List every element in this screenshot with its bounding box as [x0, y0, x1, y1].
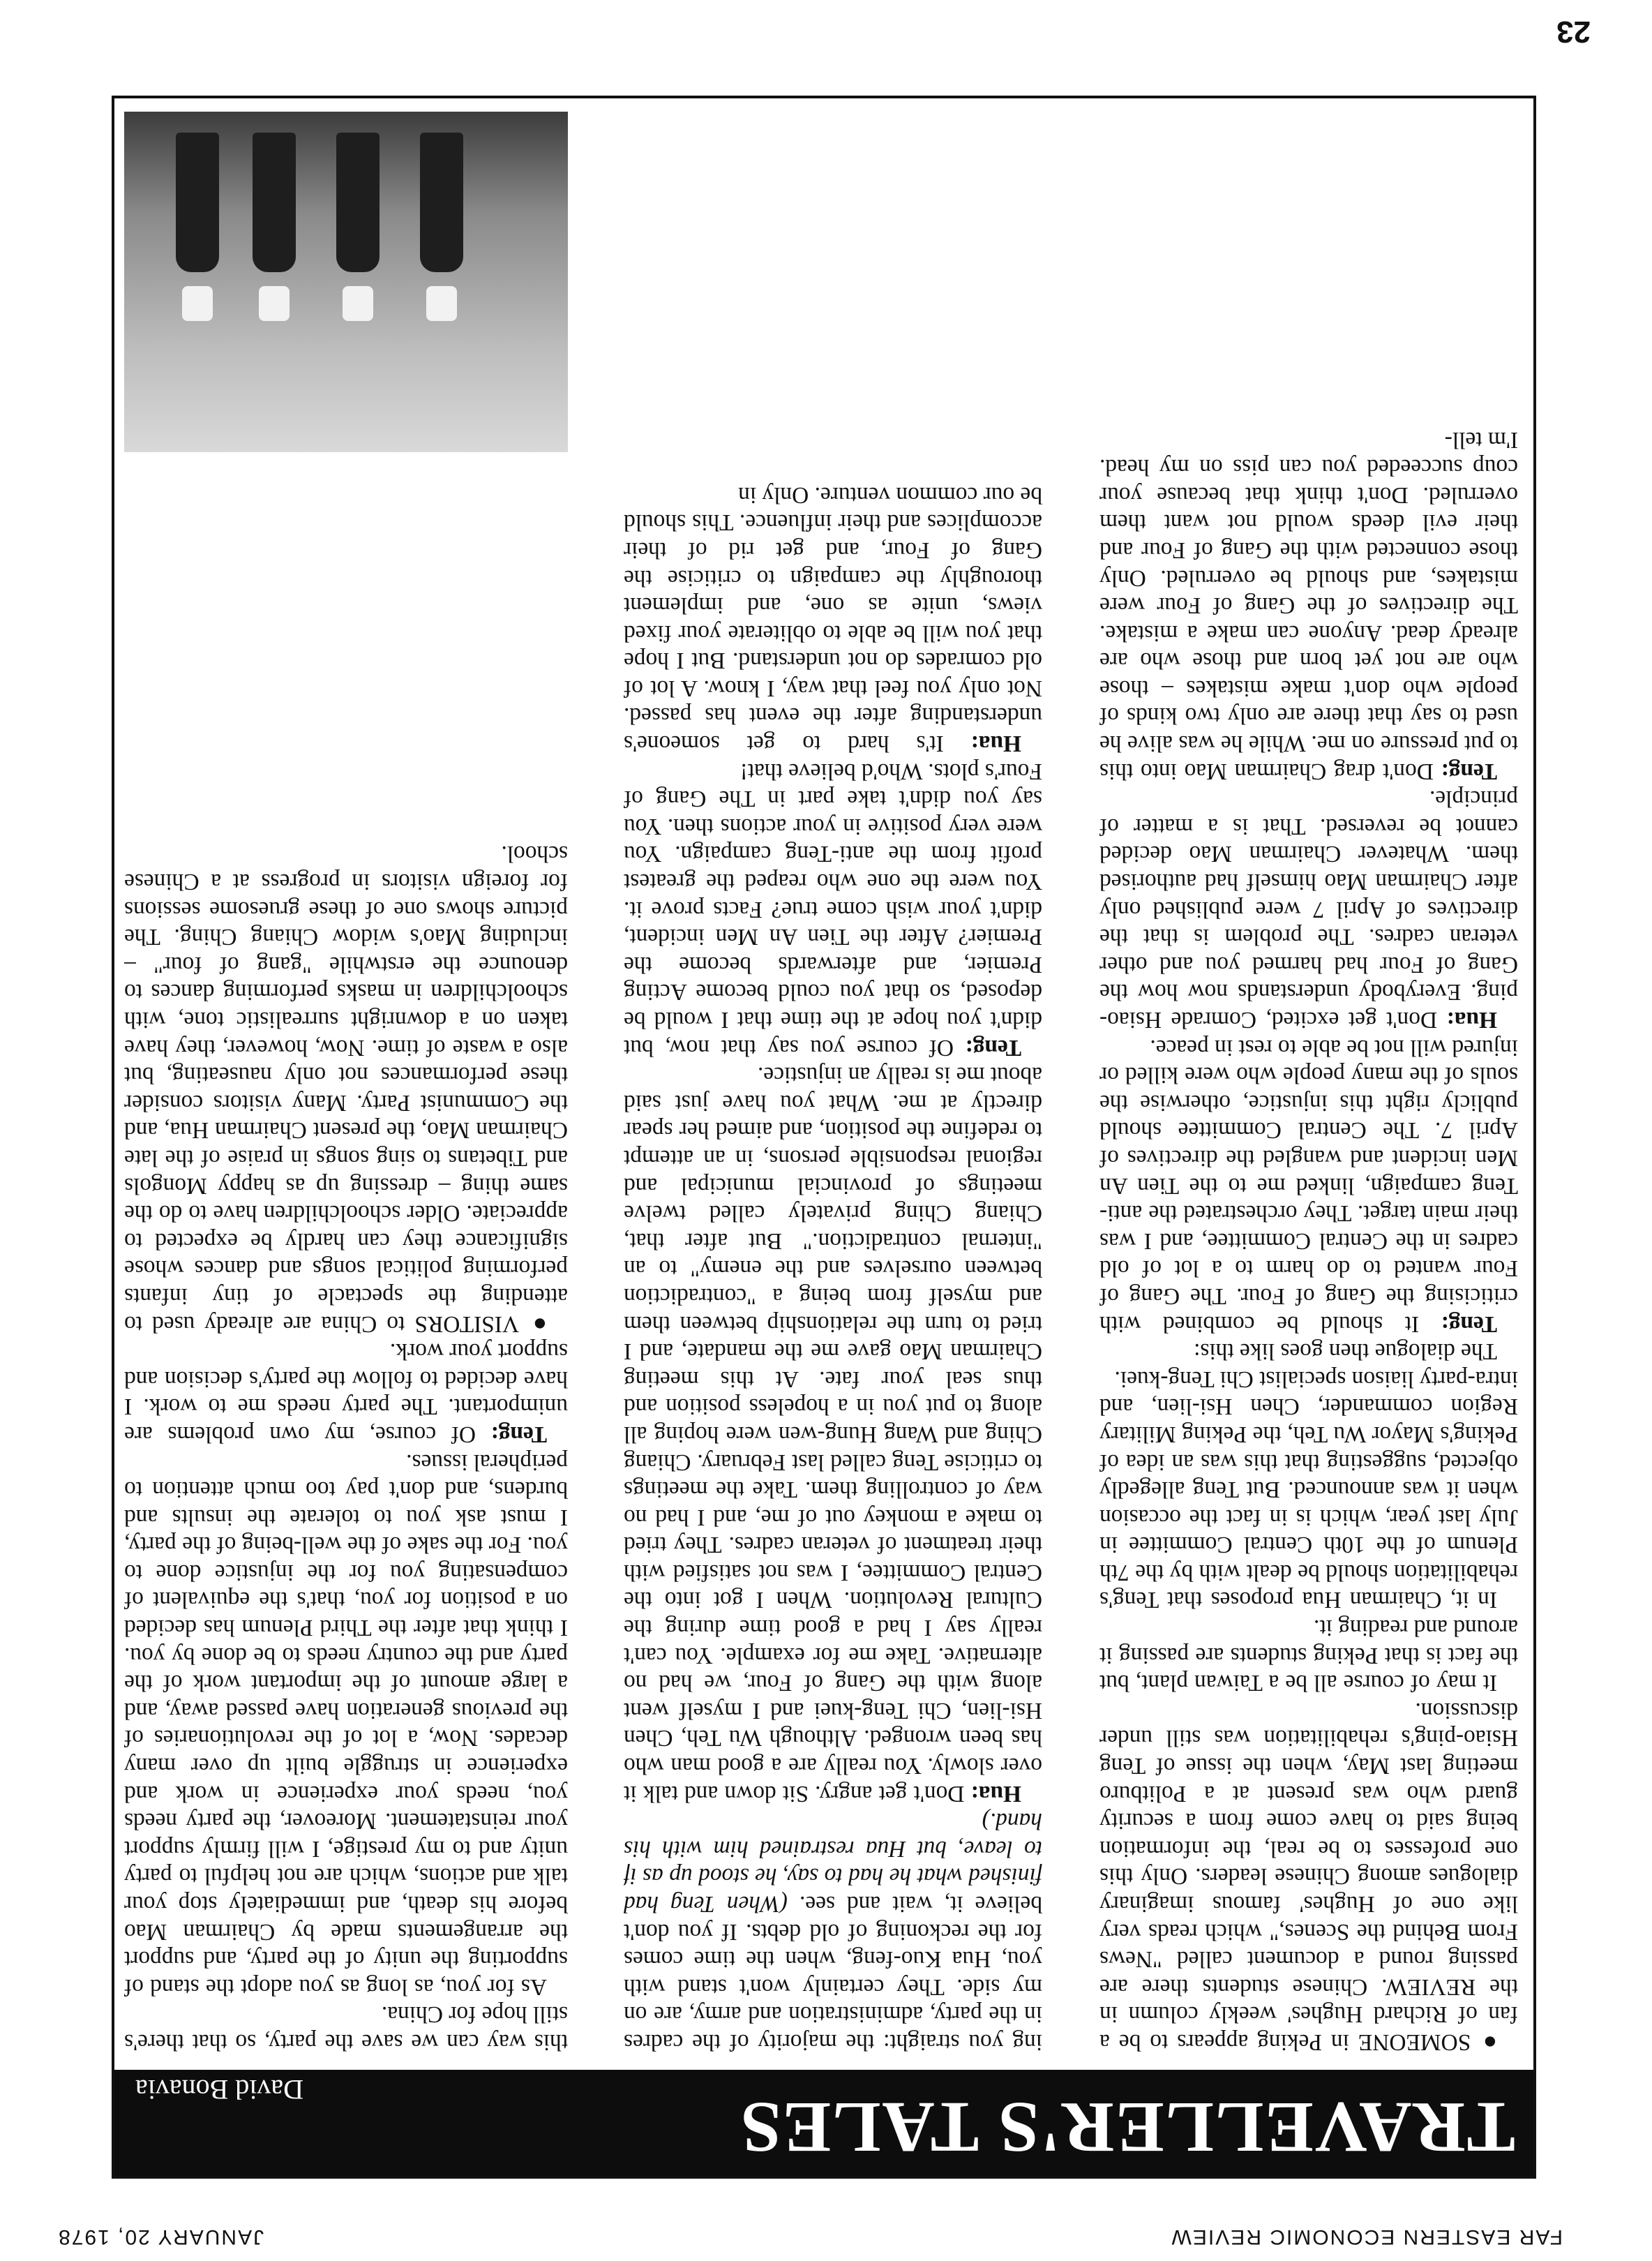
author-byline: David Bonavia [135, 2074, 304, 2105]
dialogue-paragraph [124, 1338, 568, 1448]
text-column-2 [624, 109, 1042, 2056]
text-column-1 [1099, 109, 1518, 2056]
dialogue-paragraph [624, 1061, 1042, 1807]
photo-figure [336, 133, 380, 272]
photo-mask [182, 286, 213, 321]
speaker-label: Hua: [970, 731, 1021, 757]
column-banner [114, 2070, 1533, 2176]
photo-figure [253, 133, 296, 272]
publication-header: FAR EASTERN ECONOMIC REVIEW [1170, 2225, 1563, 2248]
issue-date: JANUARY 20, 1978 [57, 2225, 264, 2248]
paragraph [624, 1807, 1042, 2056]
speaker-label: Hua: [1446, 1007, 1497, 1034]
dialogue-paragraph [1099, 426, 1518, 785]
dialogue-paragraph [624, 757, 1042, 1061]
article-frame [112, 96, 1536, 2179]
dialogue-text: Of course, my own problems are unimportant. The party needs me to work. I have decided to follow the party's decision and support your work. [124, 1338, 568, 1447]
paragraph: The dialogue then goes like this: [1194, 1338, 1497, 1365]
dialogue-text: It should be combined with criticising the Gang of Four. The Gang of Four wanted to do harm to a lot of old cadres in the Central Committee, and I was their main target. They orchestrated the anti-Teng campaign, linked me to the Tien An Men incident and wangled the directives of April 7. The Central Committee should publicly right this injustice, otherwise the souls of the many people who were killed or injured will not be able to rest in peace. [1099, 1034, 1518, 1337]
paragraph: In it, Chairman Hua proposes that Teng's rehabilitation should be dealt with by the 7th Plenum of the 10th Central Committee in July last year, which is in fact the occasion when it was announced. But Teng allegedly objected, suggesting that this was an idea of Peking's Mayor Wu Teh, the Peking Military Region commander, Chen Hsi-lien, and intra-party liaison specialist Chi Teng-kuei. [1099, 1366, 1518, 1613]
photo-figure [176, 133, 219, 272]
dialogue-text: Don't get excited, Comrade Hsiao-ping. Everybody understands now how the Gang of Four had harmed you and other veteran cadres. The problem is that the directives of April 7 were published only after Chairman Mao himself had authorised them. Whatever Chairman Mao decided cannot be reversed. That is a matter of principle. [1099, 786, 1518, 1034]
speaker-label: Teng: [490, 1421, 547, 1447]
paragraph: this way can we save the party, so that there's still hope for China. [124, 2001, 568, 2055]
paragraph [1099, 1696, 1518, 2056]
paragraph-text: in Peking appears to be a fan of Richard Hughes' weekly column in the REVIEW. Chinese students there are passing round a document called "News From Behind the Scenes," which reads very like one of Hughes' famous imaginary dialogues among Chinese leaders. Only this one professes to be real, the information being said to have come from a security guard who was present at a Politburo meeting last May, when the issue of Teng Hsiao-ping's rehabilitation was still under discussion. [1099, 1697, 1518, 2055]
schoolchildren-photo [124, 112, 568, 452]
dialogue-text: It's hard to get someone's understanding after the event has passed. Not only you feel that way, I know. A lot of old comrades do not understand. But I hope that you will be able to obliterate your fixed views, unite as one, and implement thoroughly the campaign to criticise the Gang of Four, and get rid of their accomplices and their influence. This should be our common venture. Only in [624, 482, 1042, 757]
lead-word: SOMEONE [1358, 2029, 1471, 2055]
paragraph: As for you, as long as you adopt the stand of supporting the unity of the party, and support the arrangements made by Chairman Mao before his death, and immediately stop your talk and actions, which are not helpful to party unity and to my prestige, I will firmly support your reinstatement. Moreover, the party needs you, needs your experience in work and experience in struggle built up over many decades. Now, a lot of the revolutionaries of the previous generation have passed away, and a large amount of the important work of the party and the country needs to be done by you. I think that after the Third Plenum has decided on a position for you, that's the equivalent of compensating you for the injustice done to you. For the sake of the well-being of the party, I must ask you to tolerate the insults and burdens, and don't pay too much attention to peripheral issues. [124, 1449, 568, 2000]
photo-container [124, 112, 568, 452]
photo-mask [426, 286, 457, 321]
lead-word: VISITORS [414, 1311, 520, 1337]
paragraph: It may of course all be a Taiwan plant, but the fact is that Peking students are passing it around and reading it. [1099, 1615, 1518, 1696]
photo-mask [343, 286, 373, 321]
dialogue-paragraph [624, 481, 1042, 757]
stage-direction: (When Teng had finished what he had to say, he stood up as if to leave, but Hua restrained him with his hand.) [624, 1808, 1042, 1918]
paragraph-text: to China are already used to attending the spectacle of tiny infants performing political songs and dances whose significance they can hardly be expected to appreciate. Older schoolchildren have to do the same thing – dressing up as happy Mongols and Tibetans to sing songs in praise of the late Chairman Mao, the present Chairman Hua, and the Communist Party. Many visitors consider these performances not only nauseating, but also a waste of time. Now, however, they have taken on a downright surrealistic tone, with schoolchildren in masks performing dances to denounce the erstwhile "gang of four" – including Mao's widow Chiang Ching. The picture shows one of these gruesome sessions for foreign visitors in progress at a Chinese school. [124, 841, 568, 1337]
dialogue-text: Don't get angry. Sit down and talk it over slowly. You really are a good man who has been wronged. Although Wu Teh, Chen Hsi-lien, Chi Teng-kuei and I myself went along with the Gang of Four, we had no alternative. Take me for example. You can't really say I had a good time during the Cultural Revolution. When I got into the Central Committee, I was not satisfied with their treatment of veteran cadres. They tried to make a monkey out of me, and I had no way of controlling them. Take the meetings to criticise Teng called last February. Chiang Ching and Wang Hung-wen were hoping all along to put you in a hopeless position and thus seal your fate. At this meeting Chairman Mao gave me the mandate, and I tried to turn the relationship between them and myself from being a "contradiction between ourselves and the enemy" to an "internal contradiction." But after that, Chiang Ching privately called twelve meetings of provincial municipal and regional responsible persons, in an attempt to redefine the position, and aimed her spear directly at me. What you have just said about me is really an injustice. [624, 1062, 1042, 1807]
speaker-label: Teng: [1441, 758, 1497, 784]
photo-mask [259, 286, 290, 321]
dialogue-text: Don't drag Chairman Mao into this to put pressure on me. While he was alive he used to say that there are only two kinds of people who don't make mistakes – those who are not yet born and those who are already dead. Anyone can make a mistake. The directives of the Gang of Four were mistakes, and should be overruled. Only those connected with the Gang of Four and their evil deeds would not want them overruled. Don't think that because your coup succeeded you can piss on my head. I'm tell- [1099, 426, 1518, 784]
photo-figure [420, 133, 463, 272]
column-title: TRAVELLER'S TALES [739, 2087, 1515, 2167]
dialogue-paragraph [1099, 1034, 1518, 1338]
speaker-label: Teng: [1441, 1311, 1497, 1337]
page-number: 23 [1556, 15, 1591, 49]
speaker-label: Hua: [970, 1780, 1021, 1807]
speaker-label: Teng: [965, 1034, 1021, 1061]
paragraph [124, 840, 568, 1338]
paragraph-text: ing you straight: the majority of the cadres in the party, administration and army, are on my side. They certainly won't stand with you, Hua Kuo-feng, when the time comes for the reckoning of old debts. If you don't believe it, wait and see. [624, 1891, 1042, 2055]
dialogue-text: Of course you say that now, but didn't you hope at the time that I would be deposed, so that you could become Acting Premier, and afterwards become the Premier? After the Tien An Men incident, didn't your wish come true? Facts prove it. You were the one who reaped the greatest profit from the anti-Teng campaign. You were very positive in your actions then. You say you didn't take part in The Gang of Four's plots. Who'd believe that! [624, 758, 1042, 1061]
dialogue-paragraph [1099, 785, 1518, 1034]
